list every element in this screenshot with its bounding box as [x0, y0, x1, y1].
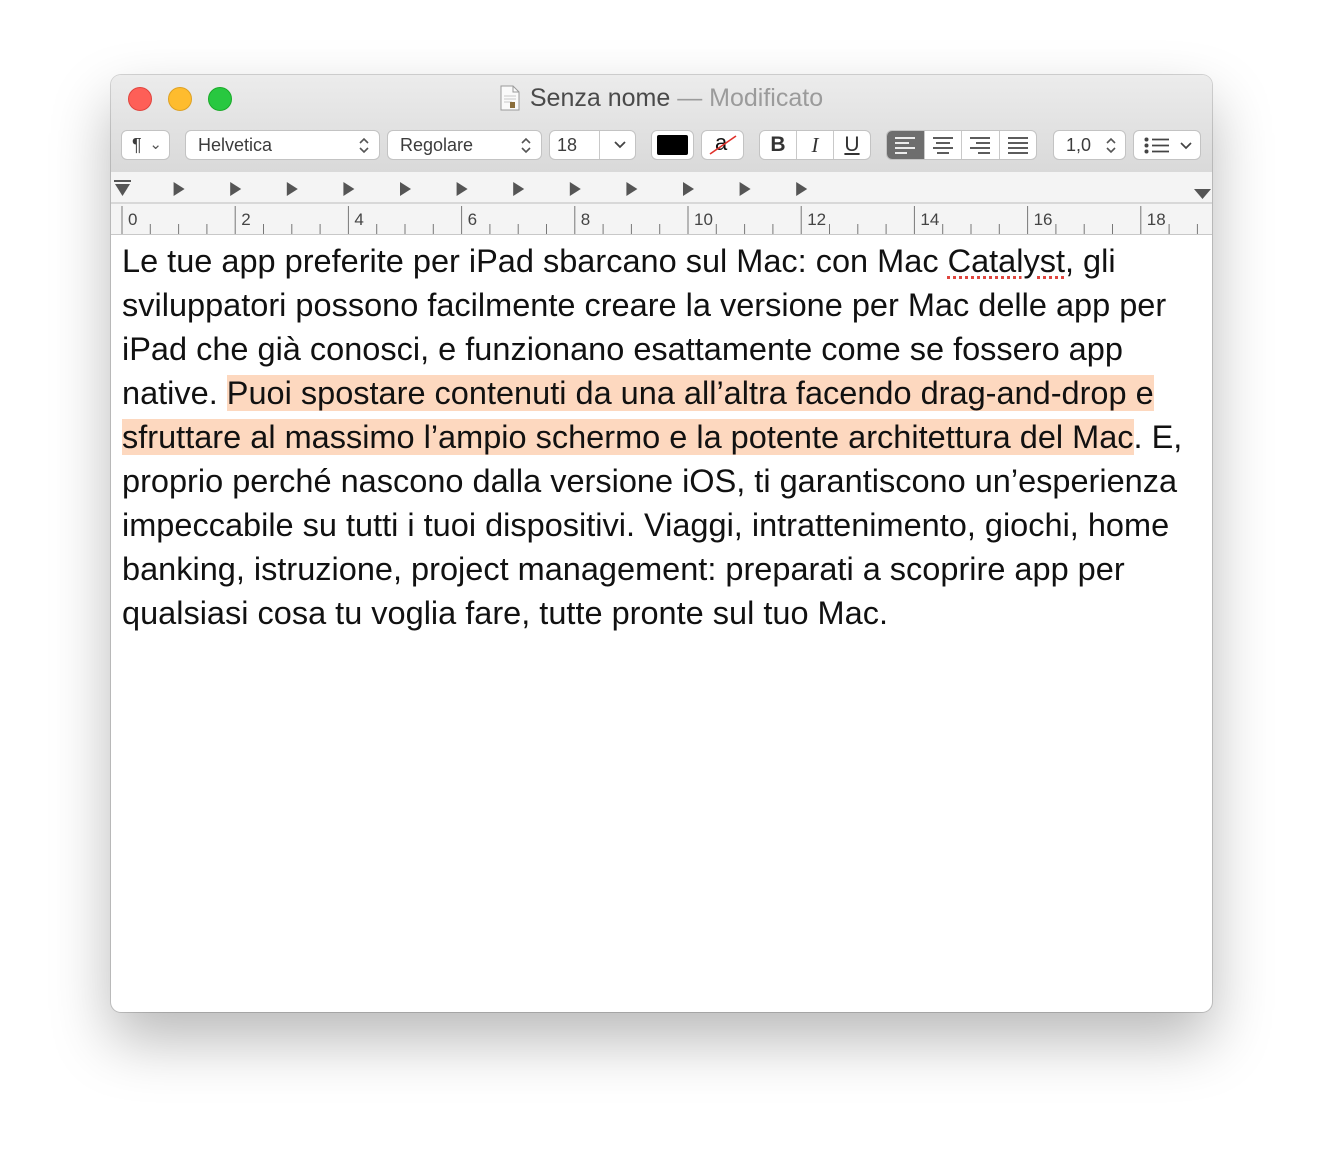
ruler-label: 6 [467, 210, 478, 229]
tab-stop-marker[interactable] [287, 182, 298, 196]
line-spacing-value: 1,0 [1066, 135, 1092, 155]
justify-button[interactable] [1000, 131, 1037, 159]
bulleted-list-icon [1144, 137, 1170, 154]
document-name: Senza nome [529, 84, 671, 112]
misspelled-word[interactable]: Catalyst [947, 243, 1065, 279]
font-size-combo[interactable] [549, 130, 636, 160]
document-body[interactable] [122, 239, 1202, 635]
highlight-color-well[interactable] [701, 130, 744, 160]
ruler-label: 8 [580, 210, 591, 229]
chevron-down-icon[interactable] [613, 140, 627, 150]
document-status: Modificato [709, 84, 824, 112]
title-separator: — [677, 84, 703, 112]
underline-button[interactable]: U [844, 133, 860, 156]
tab-stop-marker[interactable] [796, 182, 807, 196]
paragraph-styles-popup[interactable] [121, 130, 170, 160]
right-indent-marker[interactable] [1194, 189, 1211, 199]
align-left-icon [893, 136, 917, 154]
left-indent-marker[interactable] [115, 184, 130, 196]
font-family-popup[interactable] [185, 130, 380, 160]
selected-text[interactable]: Puoi spostare contenuti da una all’altra facendo drag-and-drop e sfruttare al massimo l’ampio schermo e la potente architettura del Mac [122, 375, 1154, 455]
ruler-label: 2 [241, 210, 251, 229]
text-style-segmented [759, 130, 871, 160]
ruler[interactable] [111, 172, 1212, 235]
ruler-label: 0 [128, 210, 138, 229]
textedit-window [111, 75, 1212, 1012]
align-center-icon [931, 136, 955, 154]
tab-stop-marker[interactable] [513, 182, 524, 196]
font-size-value: 18 [557, 135, 578, 155]
title-bar [111, 75, 1212, 173]
document-text: , gli sviluppatori possono facilmente creare la versione per Mac delle app per iPad che già conosci, e funzionano esattamente come se fossero app native. [122, 243, 1167, 411]
chevron-down-icon [1180, 141, 1192, 150]
align-right-icon [968, 136, 992, 154]
tab-stop-marker[interactable] [570, 182, 581, 196]
stepper-chevrons-icon [520, 137, 532, 154]
tab-stop-marker[interactable] [174, 182, 185, 196]
chevron-down-icon: ⌄ [149, 136, 162, 153]
list-style-popup[interactable] [1133, 130, 1201, 160]
text-color-swatch [657, 135, 688, 155]
stepper-chevrons-icon [1105, 137, 1117, 154]
tab-stop-marker[interactable] [400, 182, 411, 196]
align-left-button[interactable] [887, 131, 925, 159]
align-right-button[interactable] [962, 131, 1000, 159]
document-text: Le tue app preferite per iPad sbarcano sul Mac: con Mac [122, 243, 948, 279]
stepper-chevrons-icon [358, 137, 370, 154]
tab-stop-marker[interactable] [230, 182, 241, 196]
italic-button[interactable]: I [797, 131, 834, 159]
ruler-label: 12 [807, 210, 827, 229]
tab-stop-marker[interactable] [626, 182, 637, 196]
tab-stop-marker[interactable] [740, 182, 751, 196]
paragraph-icon: ¶ [132, 135, 142, 155]
font-style-popup[interactable] [387, 130, 542, 160]
justify-icon [1006, 136, 1030, 154]
ruler-label: 16 [1033, 210, 1053, 229]
align-center-button[interactable] [925, 131, 963, 159]
text-color-well[interactable] [651, 130, 694, 160]
document-text: . E, proprio perché nascono dalla versione iOS, ti garantiscono un’esperienza impeccabile su tutti i tuoi dispositivi. Viaggi, intrattenimento, giochi, home banking, istruzione, project management: preparati a scoprire app per qualsiasi cosa tu voglia fare, tutte pronte sul tuo Mac. [122, 419, 1183, 631]
tab-stop-marker[interactable] [457, 182, 468, 196]
alignment-segmented [886, 130, 1037, 160]
document-icon [500, 85, 520, 111]
line-spacing-popup[interactable] [1053, 130, 1126, 160]
tab-stop-marker[interactable] [683, 182, 694, 196]
highlight-letter: a [715, 130, 728, 155]
window-title [111, 83, 1212, 113]
no-color-slash-icon [706, 134, 740, 156]
tab-stop-marker[interactable] [343, 182, 354, 196]
bold-button[interactable]: B [760, 131, 797, 159]
ruler-label: 4 [354, 210, 364, 229]
ruler-label: 18 [1146, 210, 1166, 229]
first-line-indent-marker[interactable] [114, 180, 131, 182]
ruler-label: 14 [920, 210, 940, 229]
ruler-label: 10 [694, 210, 713, 229]
font-style-value: Regolare [400, 135, 474, 155]
font-family-value: Helvetica [198, 135, 273, 155]
